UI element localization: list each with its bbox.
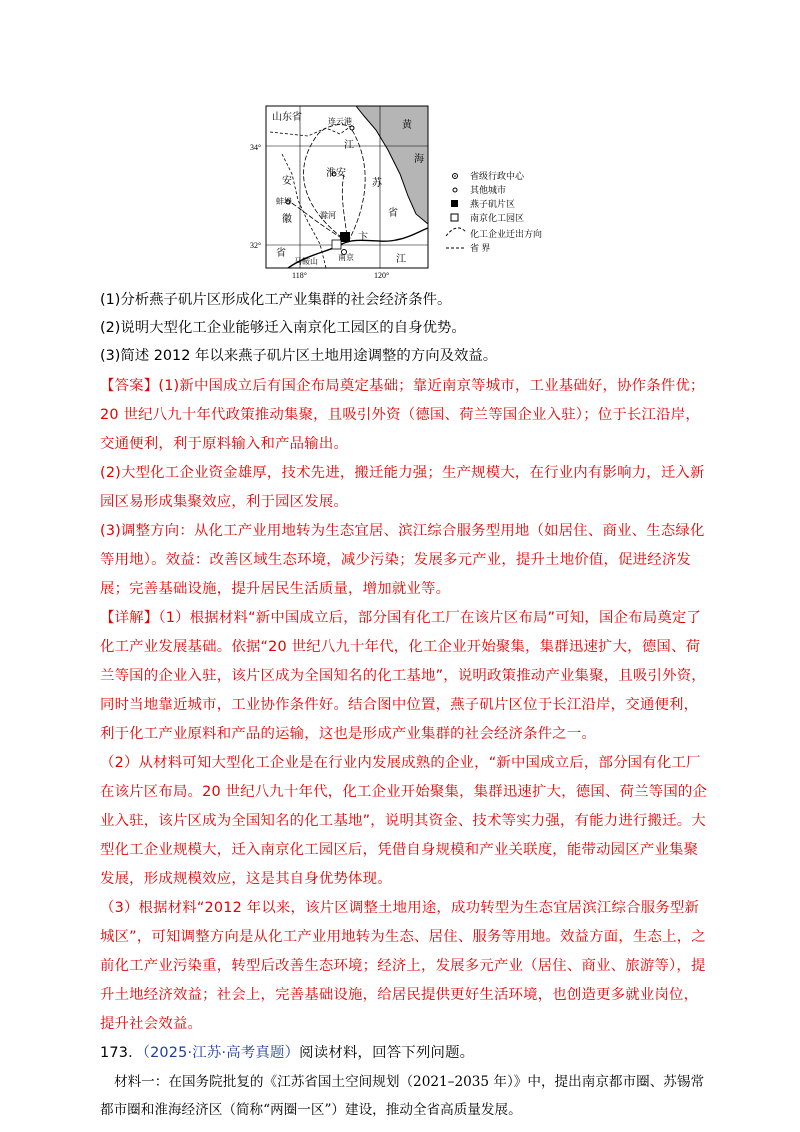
label-huanghai-2: 海 — [414, 154, 424, 165]
label-lat32: 32° — [250, 241, 262, 250]
detail-text-1: （1）根据材料“新中国成立后，部分国有化工厂在该片区布局”可知，国企布局奠定了化工产业发展基础。依据“20 世纪八九十年代，化工企业开始聚集，集群迅速扩大，德国、荷兰等国的企业入驻，该片区成为全国知名的化工基地”，说明政策推动产业集聚，且吸引外资，同时当地靠近城市，工业协作条件好。结合图中位置，燕子矶片区位于长江沿岸，交通便利，利于化工产业原料和产品的运输，这也是形成产业集群的社会经济条件之一。 — [100, 610, 706, 742]
legend-symbol-arrow — [446, 228, 466, 236]
detail-label: 【详解】 — [100, 610, 159, 626]
chemical-park-area — [332, 240, 341, 249]
answer-paragraph-3: (3)调整方向：从化工产业用地转为生态宜居、滨江综合服务型用地（如居住、商业、生态绿化等用地）。效益：改善区域生态环境，减少污染；发展多元产业，提升土地价值，促进经济发展；完善基础设施，提升居民生活质量，增加就业等。 — [100, 523, 705, 597]
material-1: 材料一：在国务院批复的《江苏省国土空间规划（2021–2035 年）》中，提出南京都市圈、苏锡常都市圈和淮海经济区（简称“两圈一区”）建设，推动全省高质量发展。 — [100, 1074, 705, 1118]
legend-symbol-park — [451, 214, 458, 221]
question-prompt: 阅读材料，回答下列问题。 — [299, 1045, 475, 1061]
label-nanjing: 南京 — [338, 253, 354, 262]
legend-symbol-city — [453, 188, 457, 192]
label-sheng-1: 省 — [276, 248, 286, 259]
map-legend — [446, 170, 542, 253]
label-lat34: 34° — [250, 143, 262, 152]
sea-region — [356, 106, 428, 224]
label-lon118: 118° — [292, 271, 307, 280]
answer-paragraph-1 — [100, 372, 710, 459]
yanziji-area — [340, 232, 350, 242]
legend-label-yanziji: 燕子矶片区 — [470, 199, 516, 209]
label-lon120: 120° — [374, 271, 390, 280]
label-xiaonan: 卞 — [358, 232, 368, 243]
detail-paragraph-1 — [100, 604, 710, 749]
map-svg — [248, 104, 578, 280]
question-1: (1)分析燕子矶片区形成化工产业集群的社会经济条件。 — [100, 292, 452, 308]
legend-label-capital: 省级行政中心 — [470, 171, 525, 181]
legend-label-city: 其他城市 — [470, 185, 507, 195]
detail-paragraph-3: （3）根据材料“2012 年以来，该片区调整土地用途，成功转型为生态宜居滨江综合服务型新城区”，可知调整方向是从化工产业用地转为生态、居住、服务等用地。效益方面，生态上，之前化工产业污染重，转型后改善生态环境；经济上，发展多元产业（居住、商业、旅游等），提升土地经济效益；社会上，完善基础设施，给居民提供更好生活环境，也创造更多就业岗位，提升社会效益。 — [100, 900, 706, 1032]
answer-text-1: (1)新中国成立后有国企布局奠定基础；靠近南京等城市，工业基础好，协作条件优；20 世纪八九十年代政策推动集聚，且吸引外资（德国、荷兰等国企业入驻）；位于长江沿岸，交通便利，利于原料输入和产品输出。 — [100, 378, 705, 452]
legend-label-park: 南京化工园区 — [470, 213, 525, 223]
question-3: (3)简述 2012 年以来燕子矶片区土地用途调整的方向及效益。 — [100, 348, 498, 364]
migration-arrow-4 — [342, 174, 348, 242]
legend-label-arrow: 化工企业迁出方向 — [470, 229, 543, 239]
label-huaian: 淮安 — [326, 168, 346, 179]
label-bengbu: 蚌埠 — [276, 197, 292, 206]
question-2: (2)说明大型化工企业能够迁入南京化工园区的自身优势。 — [100, 320, 466, 336]
label-jiang: 江 — [344, 140, 354, 151]
migration-arrow-3 — [290, 202, 348, 242]
label-chuzhou: 滁河 — [320, 211, 336, 220]
answer-label: 【答案】 — [100, 378, 159, 394]
label-an: 安 — [282, 176, 292, 187]
map-figure — [248, 104, 578, 280]
content — [100, 288, 710, 1124]
question-number: 173． — [100, 1045, 143, 1061]
label-sheng-2: 省 — [388, 208, 398, 219]
label-shandong: 山东省 — [272, 112, 302, 123]
next-question-header — [100, 1039, 710, 1068]
label-lianyungang: 连云港 — [328, 117, 352, 126]
label-huanghai-1: 黄 — [402, 120, 412, 131]
label-su: 苏 — [372, 178, 382, 189]
legend-symbol-yanziji — [451, 200, 458, 207]
lianyungang-marker — [350, 126, 354, 130]
label-hui: 徽 — [282, 214, 292, 225]
question-source: （2025·江苏·高考真题） — [142, 1045, 300, 1061]
label-maanshan: 马鞍山 — [294, 257, 318, 266]
legend-label-border: 省 界 — [470, 243, 491, 253]
label-jiang2: 江 — [396, 254, 406, 265]
answer-paragraph-2: (2)大型化工企业资金雄厚，技术先进，搬迁能力强；生产规模大，在行业内有影响力，迁入新园区易形成集聚效应，利于园区发展。 — [100, 465, 705, 510]
detail-paragraph-2: （2）从材料可知大型化工企业是在行业内发展成熟的企业，“新中国成立后，部分国有化工厂在该片区布局。20 世纪八九十年代，化工企业开始聚集，集群迅速扩大，德国、荷兰等国的企业入驻，该片区成为全国知名的化工基地”，说明其资金、技术等实力强，有能力进行搬迁。大型化工企业规模大，迁入南京化工园区后，凭借自身规模和产业关联度，能带动园区产业集聚发展，形成规模效应，这是其自身优势体现。 — [100, 755, 708, 887]
